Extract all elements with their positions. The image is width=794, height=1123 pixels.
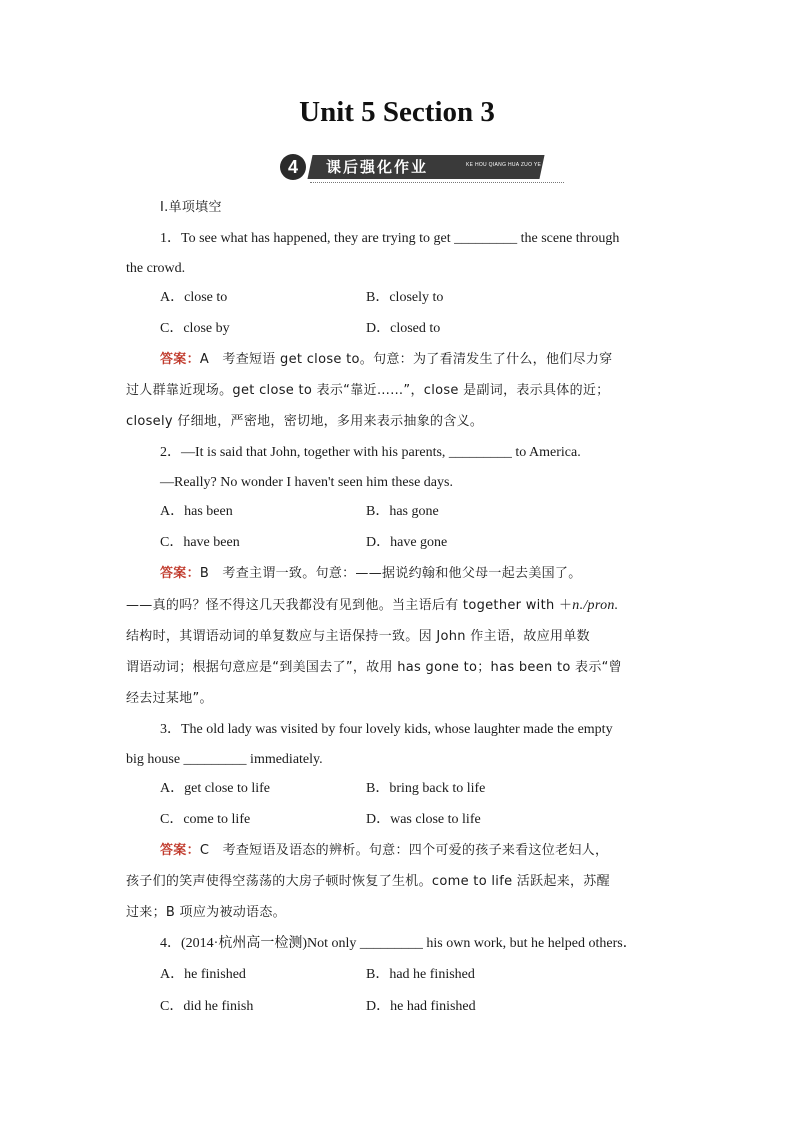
q2-answer-label: 答案： [160,566,200,581]
q1-stem-line1: 1．To see what has happened, they are trying to get _________ the scene through [160,231,620,246]
q3-answer-label: 答案： [160,843,200,858]
q1-answer-text1: A 考查短语 get close to。句意：为了看清发生了什么，他们尽力穿 [199,352,613,367]
q3-stem-line2: big house _________ immediately. [126,752,323,767]
q3-answer-line3: 过来；B 项应为被动语态。 [126,905,286,920]
q3-option-d: D．was close to life [366,812,481,827]
q3-answer-line2: 孩子们的笑声使得空荡荡的大房子顿时恢复了生机。come to life 活跃起来，苏醒 [126,874,610,889]
page-title: Unit 5 Section 3 [299,96,495,128]
q4-stem-line1: 4．(2014·杭州高一检测)Not only _________ his own work, but he helped others． [160,936,637,951]
q2-answer-line4: 谓语动词；根据句意应是“到美国去了”，故用 has gone to；has been to 表示“曾 [126,660,622,675]
q3-option-b: B．bring back to life [366,781,486,796]
banner-subtitle: KE HOU QIANG HUA ZUO YE [466,162,542,168]
q4-option-b: B．had he finished [366,967,475,982]
q2-answer-line1 [160,564,582,584]
q4-option-c: C．did he finish [160,999,254,1014]
q3-answer-line1 [160,841,608,861]
q1-answer-line1 [160,350,612,370]
q1-answer-line3: closely 仔细地，严密地，密切地，多用来表示抽象的含义。 [126,414,484,429]
q2-stem-line2: —Really? No wonder I haven't seen him these days. [160,475,453,490]
q1-answer-line2: 过人群靠近现场。get close to 表示“靠近……”，close 是副词，表示具体的近； [126,383,610,398]
q3-answer-text1: C 考查短语及语态的辨析。句意：四个可爱的孩子来看这位老妇人， [199,843,609,858]
q4-option-a: A．he finished [160,967,246,982]
q1-answer-label: 答案： [160,352,200,367]
q1-option-a: A．close to [160,290,228,305]
q2-answer-line5: 经去过某地”。 [126,691,213,706]
section-heading: Ⅰ.单项填空 [160,200,222,215]
q1-option-d: D．closed to [366,321,441,336]
q2-stem-line1: 2．—It is said that John, together with his parents, _________ to America. [160,445,581,460]
q3-stem-line1: 3．The old lady was visited by four lovely kids, whose laughter made the empty [160,722,613,737]
q1-stem-line2: the crowd. [126,261,186,276]
banner-label: 课后强化作业 [326,158,429,176]
q2-answer-text2a: ——真的吗？怪不得这几天我都没有见到他。当主语后有 together with ＋ [126,598,573,613]
q2-answer-text2b: n./pron. [572,598,619,613]
homework-banner [280,152,566,184]
q2-option-c: C．have been [160,535,240,550]
q2-option-a: A．has been [160,504,233,519]
q2-answer-line3: 结构时，其谓语动词的单复数应与主语保持一致。因 John 作主语，故应用单数 [126,629,590,644]
q3-option-a: A．get close to life [160,781,271,796]
q1-option-b: B．closely to [366,290,444,305]
q3-option-c: C．come to life [160,812,251,827]
q2-option-d: D．have gone [366,535,448,550]
q2-option-b: B．has gone [366,504,439,519]
banner-rule [310,182,564,183]
q2-answer-text1: B 考查主谓一致。句意：——据说约翰和他父母一起去美国了。 [199,566,582,581]
banner-number-badge: 4 [280,154,306,180]
q4-option-d: D．he had finished [366,999,476,1014]
q2-answer-line2 [126,596,618,616]
q1-option-c: C．close by [160,321,230,336]
